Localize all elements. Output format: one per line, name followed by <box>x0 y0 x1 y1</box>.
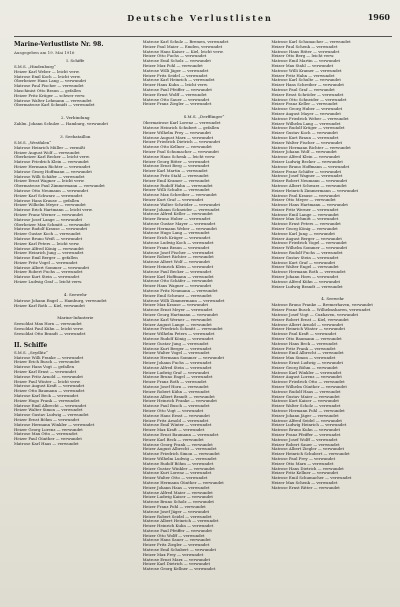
list-entry: Heizer Otto Baumann — verwundet <box>14 389 85 394</box>
list-entry: Heizer Emil Schwarz — verwundet <box>142 293 212 298</box>
list-entry: Matrose Alfred Maier — verwundet <box>142 490 213 495</box>
block-spacer <box>14 108 137 112</box>
list-entry: Heizer Robert Sauer — verwundet <box>271 442 340 447</box>
list-entry: Matrose Karl Heinrich — verwundet <box>142 78 215 83</box>
list-entry: Maschinist Otto Braun — gefallen <box>14 88 81 93</box>
list-entry: Matrose Hermann Sommer — verwundet <box>142 356 225 361</box>
list-entry: Matrose Bruno Franke — Bremerhaven, verwundet <box>271 303 373 308</box>
list-entry: Matrose Friedrich Klein — verwundet <box>14 160 89 165</box>
list-entry: Heizer Franz Pfeiffer — verwundet <box>271 432 341 437</box>
list-entry: Matrose Georg Huber — verwundet <box>271 107 343 112</box>
list-entry: Heizer Wilhelm Meyer — verwundet <box>14 203 86 208</box>
list-entry: Heizer Heinrich Schubert — verwundet <box>271 452 350 457</box>
list-entry: Matrose Max Schreiber — verwundet <box>142 193 217 198</box>
list-entry: Heizer Franz Schäfer — verwundet <box>271 169 342 174</box>
list-entry: Matrose Paul Fischer — verwundet <box>14 84 84 89</box>
list-entry: Heizer Otto Fuchs — verwundet <box>142 54 207 59</box>
list-entry: Matrose Hermann Richter — verwundet <box>271 145 351 150</box>
list-entry: Matrose Heinrich Schubert — gefallen <box>142 125 220 130</box>
list-entry: Matrose Emil Winter — verwundet <box>142 423 212 428</box>
list-entry: Heizer Emil Kramer — verwundet <box>142 178 210 183</box>
list-entry: Matrose Albert Ziegler — verwundet <box>271 447 345 452</box>
list-entry: Heizer Karl Weber — leicht verw. <box>14 69 80 74</box>
list-entry: Matrose Willi Kramer — verwundet <box>271 68 342 73</box>
list-entry: Matrose Hans Hartmann — verwundet <box>271 203 348 208</box>
list-entry: Matrose Bruno Weiß — verwundet <box>14 236 83 241</box>
list-entry: Heizer Fritz Werner — verwundet <box>271 207 339 212</box>
list-entry: Matrose Alfred Kühn — verwundet <box>271 279 341 284</box>
list-entry: Heizer Robert Neumann — verwundet <box>271 179 348 184</box>
section-subhead: 4. Seewehr <box>321 296 345 302</box>
list-entry: Heizer Max Stahl — verwundet <box>271 63 334 68</box>
list-entry: Matrose Willi Jäger — verwundet <box>142 68 209 73</box>
list-entry: Matrose Georg Kellner — verwundet <box>142 567 216 572</box>
list-entry: Matrose Albert Schwarz — verwundet <box>271 183 347 188</box>
list-entry: Heizer Otto Berg — leicht verw. <box>271 54 335 59</box>
section-subhead: 3. Seebataillon <box>60 133 91 139</box>
list-entry: Matrose Paul Busch — verwundet <box>142 404 210 409</box>
list-entry: Heizer Johann Fuchs — verwundet <box>142 361 212 365</box>
list-entry: Matrose Hans Ernst — verwundet <box>142 413 210 418</box>
list-entry: Matrose Hugo Lang — verwundet <box>142 231 210 236</box>
list-entry: Heizer Karl Peters — leicht verw. <box>14 241 80 246</box>
list-entry: Heizer Gustav Koch — verwundet <box>14 232 81 237</box>
section-subhead: 2. Verbindung <box>61 115 90 121</box>
list-entry: Heizer Franz Roth — verwundet <box>142 380 207 385</box>
list-entry: Heizer Max Krause — verwundet <box>142 303 209 308</box>
column-1 <box>14 40 137 600</box>
list-entry: Heizer Fritz Kellner — verwundet <box>271 471 339 476</box>
list-entry: Matrose Hans Sauer — verwundet <box>142 538 211 543</box>
list-entry: Heizer Paul Schenk — verwundet <box>271 44 338 49</box>
page-header <box>0 0 400 36</box>
list-entry: Heizer Otto Meyer — verwundet <box>271 198 336 203</box>
list-entry: Matrose Fritz Arnold — verwundet <box>14 374 83 379</box>
list-entry: Heizer Karl Beck — verwundet <box>142 437 204 442</box>
list-entry: S.M.S. „Westfalen“ <box>14 140 52 145</box>
list-entry: Matrose Kurt Stein — verwundet <box>14 275 80 280</box>
list-entry: Obermatrose Karl Lorenz — verwundet <box>142 121 221 126</box>
list-entry: Heizer Karl Dietrich — verwundet <box>142 562 211 567</box>
list-entry: Heizer Hermann Richter — verwundet <box>14 164 91 169</box>
list-entry: Matrose Josef Wagner — verwundet <box>271 174 343 179</box>
list-entry: Heizer Gustav Maier — verwundet <box>271 394 340 399</box>
list-entry: Matrose Karl Werner — verwundet <box>142 317 212 322</box>
list-entry: Matrose Paul Pfeiffer — verwundet <box>142 528 212 533</box>
list-entry: Matrose Bruno Hoffmann — verwundet <box>271 164 350 169</box>
list-entry: Heizer Johann Haas — verwundet <box>142 485 210 490</box>
list-entry: Heizer Otto Vogt — verwundet <box>142 408 204 413</box>
list-entry: Matrose Gustav Mayer — verwundet <box>142 221 216 226</box>
list-entry: Heizer Wilhelm Frey — verwundet <box>142 130 211 135</box>
column-3 <box>271 40 394 600</box>
list-entry: Heizer Georg Hartmann — verwundet <box>142 313 218 318</box>
list-entry: Matrose Paul Pfeiffer — verwundet <box>142 87 212 92</box>
list-entry: Heizer Max Schenk — verwundet <box>271 480 338 485</box>
list-entry: Heizer Wilhelm Lang — verwundet <box>271 121 341 126</box>
list-entry: Matrose Friedrich Weber — verwundet <box>271 116 349 121</box>
list-entry: Seesoldat Max Horn — verwundet <box>14 322 82 327</box>
list-entry: Matrose Karl Beck — verwundet <box>14 394 79 399</box>
list-entry: Matrose Hans Beck — verwundet <box>271 341 338 346</box>
list-entry: Heizer Ludwig Graf — leicht verw. <box>14 280 83 285</box>
list-entry: Matrose Karl Schulz — Bremen, verwundet <box>142 40 229 44</box>
list-entry: Matrose Johann Engel — Hamburg, verwundet <box>14 298 107 303</box>
list-entry: Matrose Hans Vogt — gefallen <box>14 365 75 370</box>
list-entry: Matrose Willi Franke — verwundet <box>14 355 84 360</box>
list-entry: Heizer Heinrich Kuhn — verwundet <box>142 524 214 529</box>
list-entry: Heizer Robert Ernst — Kiel, verwundet <box>271 317 349 322</box>
list-entry: Heizer Paul Maier — Emden, verwundet <box>142 44 223 49</box>
list-entry: Heizer Franz Braun — verwundet <box>142 245 210 250</box>
list-entry: Matrose Emil Scholz — verwundet <box>142 59 211 64</box>
list-entry: Heizer Max Kraft — verwundet <box>142 428 205 433</box>
list-entry: Matrose Ernst Berg — verwundet <box>142 164 210 169</box>
list-entry: Matrose Rudolf Krüger — verwundet <box>271 126 345 131</box>
list-entry: Matrose Otto Schneider — verwundet <box>271 97 347 102</box>
list-entry: Matrose Heinrich Müller — vermißt <box>14 145 86 150</box>
list-entry: Heizer Hermann Weber — verwundet <box>142 226 217 231</box>
block-spacer <box>271 491 394 495</box>
list-entry: Heizer Heinrich Klein — verwundet <box>142 265 214 270</box>
list-entry: Matrose Ludwig Koch — verwundet <box>142 241 214 246</box>
list-entry: Matrose Karl Winkler — verwundet <box>271 370 342 375</box>
list-entry: Heizer Bruno Huber — verwundet <box>142 217 211 222</box>
list-entry: Matrose Otto Schäfer — verwundet <box>142 279 213 284</box>
list-entry: Matrose Hermann Günther — verwundet <box>142 480 224 485</box>
list-entry: Heizer Ludwig Becker — verwundet <box>271 159 343 164</box>
list-entry: Heizer Karl Hoffmann — verwundet <box>142 274 214 279</box>
list-entry: Matrose Hans Dietrich — verwundet <box>271 466 344 471</box>
block-spacer <box>143 572 266 576</box>
list-entry: Heizer Johann Horn — verwundet <box>271 275 339 280</box>
list-entry: Heizer Max Pohl — verwundet <box>142 63 203 68</box>
list-entry: Seesoldat Otto Brandt — verwundet <box>14 332 86 337</box>
list-entry: Matrose Paul Kraft — verwundet <box>271 332 337 337</box>
list-entry: Matrose Alfred Seidel — verwundet <box>271 418 342 423</box>
list-entry: Heizer Max Simon — verwundet <box>271 356 336 361</box>
list-entry: Matrose Kurt Lorenz — verwundet <box>142 471 212 476</box>
list-entry: Heizer Franz Pohl — verwundet <box>142 504 206 509</box>
list-entry: Oberheizer Karl Becker — leicht verw. <box>14 155 90 160</box>
list-entry: Heizer Gustav Stein — verwundet <box>271 255 339 260</box>
section-subhead: Marine-Infanterie <box>57 315 94 321</box>
list-entry: Heizer Fritz Ziegler — verwundet <box>142 543 210 548</box>
list-entry: Heizer Johann Schneider — verwundet <box>142 207 220 212</box>
list-entry: Matrose Friedrich Vogel — verwundet <box>271 241 347 246</box>
list-entry: Heizer Franz Werner — verwundet <box>14 212 83 217</box>
list-entry: Heizer Hans Kuhn — leicht verw. <box>142 83 208 88</box>
list-entry: Matrose Friedrich Schmitt — verwundet <box>142 327 223 332</box>
list-entry: Matrose Emil Berger — gefallen <box>14 256 78 261</box>
list-entry: Matrose Otto Sauer — verwundet <box>142 97 210 102</box>
list-entry: Heizer Otto Baumann — verwundet <box>271 337 342 342</box>
list-entry: Heizer Wilhelm Peters — verwundet <box>142 332 215 337</box>
block-spacer <box>14 447 137 451</box>
list-entry: Matrose Erich Hartmann — leicht verw. <box>14 208 93 213</box>
list-entry: Heizer Ernst Schröder — verwundet <box>271 92 344 97</box>
list-entry: Heizer Walter Otto — verwundet <box>142 476 208 481</box>
list-entry: Matrose Alfred Stein — verwundet <box>142 365 212 370</box>
list-entry: Heizer Wilhelm Ludwig — verwundet <box>142 456 217 461</box>
list-entry: Heizer August Albrecht — verwundet <box>142 447 217 452</box>
list-entry: Matrose Willi Zimmermann — verwundet <box>142 298 225 303</box>
list-entry: Matrose Alfred König — verwundet <box>14 246 84 251</box>
list-entry: Matrose Rudolf König — verwundet <box>142 337 214 342</box>
block-spacer <box>143 107 266 111</box>
list-entry: Matrose Emil Schubert — verwundet <box>142 548 217 553</box>
list-entry: Matrose Hermann Pohl — verwundet <box>271 408 345 413</box>
list-entry: Matrose Kurt Kaiser — verwundet <box>271 399 339 404</box>
list-entry: Matrose Ernst Meyer — verwundet <box>142 308 213 313</box>
columns <box>14 40 394 600</box>
list-entry: Heizer Ludwig Kaiser — verwundet <box>142 495 213 500</box>
list-entry: Matrose Ernst Marx — verwundet <box>142 557 211 562</box>
list-entry: Matrose Kurt Graf — verwundet <box>271 260 336 265</box>
list-entry: Heizer Johann Jäger — verwundet <box>271 413 339 418</box>
list-entry: Matrose Paul Frey — verwundet <box>271 456 336 461</box>
list-entry: Matrose Albert Heinrich — verwundet <box>142 519 219 524</box>
list-entry: Matrose Emil Martin — verwundet <box>271 59 341 64</box>
list-entry: Matrose Rudolf Krause — verwundet <box>14 227 88 232</box>
list-entry: Heizer Erich Busch — verwundet <box>14 360 80 365</box>
list-entry: Matrose Max Otto — verwundet <box>14 432 78 437</box>
list-entry: Heizer Willi Schulte — verwundet <box>142 188 210 193</box>
block-spacer <box>14 285 137 289</box>
list-entry: Matrose August Kraft — verwundet <box>14 384 85 389</box>
list-entry: Matrose Bruno Engel — verwundet <box>142 375 213 380</box>
list-entry: Matrose Karl Haas — verwundet <box>14 442 79 446</box>
list-entry: Zahlm. Johann Schulze — Hamburg, verwundet <box>14 122 109 127</box>
section-title: II. Schiffe <box>14 341 48 349</box>
list-entry: Matrose Rudolf Fuchs — verwundet <box>271 251 343 256</box>
list-entry: Heizer Erich Krüger — verwundet <box>142 236 211 241</box>
list-entry: Matrose Emil Schumacher — verwundet <box>271 476 352 481</box>
list-entry: Heizer Karl Ernst — verwundet <box>14 370 77 375</box>
list-entry: Matrose Georg Hoffmann — verwundet <box>14 169 92 174</box>
list-entry: Heizer Heinrich Jung — verwundet <box>14 251 84 256</box>
header-title: Deutsche Verlustlisten <box>127 13 273 23</box>
list-entry: Heizer Fritz Arnold — verwundet <box>142 418 209 423</box>
list-entry: Heizer Robert Kühn — verwundet <box>142 389 210 394</box>
list-entry: Matrose Walter Lehmann — verwundet <box>14 98 92 103</box>
list-entry: Matrose Albert Arnold — verwundet <box>271 322 344 327</box>
list-entry: Heizer Otto Wolff — verwundet <box>142 533 205 538</box>
list-entry: Matrose Hans Krause — gefallen <box>14 198 80 203</box>
list-entry: Heizer Friedrich Dietrich — verwundet <box>142 140 221 145</box>
list-entry: Heizer Karl Schwarz — verwundet <box>14 193 83 198</box>
list-entry: Matrose Willi Schäfer — verwundet <box>14 174 85 179</box>
list-entry: Heizer Gustav Koch — verwundet <box>271 131 338 136</box>
section-subtitle: Ausgegeben am 19. Mai 1916 <box>14 50 75 55</box>
list-entry: Heizer August Lorenz — verwundet <box>271 375 342 380</box>
list-entry: Matrose Emil Albrecht — verwundet <box>14 403 87 408</box>
list-entry: Heizer Ludwig Heinrich — verwundet <box>271 423 347 428</box>
block-spacer <box>271 289 394 293</box>
list-entry: Heizer August Mayer — verwundet <box>271 111 341 116</box>
list-entry: Heizer Ernst Wolff — verwundet <box>142 92 207 97</box>
list-entry: Heizer August Berger — verwundet <box>271 236 342 241</box>
list-entry: Matrose August Marx — verwundet <box>142 135 214 140</box>
list-entry: Heizer Fritz Seidel — verwundet <box>142 73 208 78</box>
list-entry: Heizer Franz Busch — Wilhelmshaven, verwundet <box>271 308 371 313</box>
list-entry: Matrose Hans Schenk — leicht verw. <box>142 154 216 159</box>
list-entry: Matrose Fritz Neumann — verwundet <box>142 289 218 294</box>
list-entry: Matrose Karl Schumacher — verwundet <box>271 40 351 44</box>
list-entry: Heizer Franz Ziegler — verwundet <box>142 102 212 107</box>
list-entry: Matrose Georg Frank — verwundet <box>142 442 213 447</box>
block-spacer <box>14 308 137 312</box>
list-entry: Matrose Josef Lange — verwundet <box>14 217 83 222</box>
list-entry: Heizer Robert Richter — verwundet <box>142 255 214 260</box>
list-entry: Matrose Hans Kaiser — Kiel, leicht verw. <box>142 49 224 54</box>
list-entry: Matrose Karl Jung — verwundet <box>271 231 335 236</box>
list-entry: Heizer Heinrich Zimmermann — verwundet <box>271 188 359 193</box>
list-entry: Heizer Ludwig Brandt — verwundet <box>271 284 343 289</box>
list-entry: Matrose Josef Fischer — verwundet <box>142 250 214 255</box>
list-entry: Matrose Josef Wolff — verwundet <box>271 437 338 442</box>
list-entry: Matrose Bruno Scholz — verwundet <box>142 500 214 505</box>
list-entry: Heizer Fritz Krüger — schwer verw. <box>14 93 86 98</box>
list-entry: Heizer Wilhelm Günther — verwundet <box>271 384 347 389</box>
list-entry: Heizer Fritz Frank — verwundet <box>271 346 336 351</box>
list-entry: Matrose Otto Kellner — verwundet <box>142 145 212 150</box>
list-entry: Heizer Hans Wagner — verwundet <box>142 284 212 289</box>
list-entry: Matrose Rudolf Hahn — verwundet <box>142 183 213 188</box>
page-number: 1960 <box>367 12 390 22</box>
list-entry: Heizer Georg Böhm — verwundet <box>271 365 338 370</box>
list-entry: Matrose Emil Koch — leicht verw. <box>14 74 81 79</box>
list-entry: Matrose Alfred Keller — verwundet <box>142 212 213 217</box>
list-entry: Matrose Ernst Ludwig — verwundet <box>271 361 344 365</box>
column-2 <box>143 40 266 600</box>
list-entry: Heizer Karl Roth — Kiel, verwundet <box>14 303 85 308</box>
list-entry: Heizer Georg Ritter — verwundet <box>142 159 210 164</box>
list-entry: Matrose Hans Ritter — verwundet <box>271 49 340 54</box>
list-entry: Heizer Heinrich Winter — verwundet <box>271 327 346 332</box>
list-entry: Matrose Ernst Peters — verwundet <box>271 222 341 227</box>
list-entry: Matrose Paul Becker — verwundet <box>142 269 212 274</box>
list-entry: Heizer Ludwig Graf — verwundet <box>142 370 210 375</box>
list-entry: Matrose Josef Horn — verwundet <box>142 384 209 389</box>
list-entry: Heizer Karl Martin — verwundet <box>142 169 208 174</box>
list-entry: Heizer Gustav Jung — verwundet <box>142 341 209 346</box>
list-entry: Matrose Paul Krause — verwundet <box>271 193 340 198</box>
list-entry: S.M.S. „Seydlitz“ <box>14 350 48 355</box>
list-entry: Heizer Fritz Hahn — verwundet <box>271 73 335 78</box>
list-entry: Matrose Hermann Winkler — verwundet <box>14 422 95 427</box>
list-entry: Heizer Paul Winter — leicht verw. <box>14 379 81 384</box>
list-entry: Heizer Robert Seidel — verwundet <box>142 514 212 519</box>
list-entry: Heizer Ernst Böhm — verwundet <box>14 418 80 423</box>
list-entry: Heizer Walter Engel — verwundet <box>271 265 339 270</box>
list-entry: Matrose Friedrich Otto — verwundet <box>271 380 345 385</box>
list-entry: Matrose Albert Wolf — verwundet <box>142 260 210 265</box>
list-entry: Matrose Josef Vogt — Cuxhaven, verwundet <box>271 313 359 318</box>
list-entry: Heizer Max Frey — verwundet <box>142 552 204 557</box>
list-entry: Heizer Walter Vogel — verwundet <box>142 351 210 356</box>
list-entry: Heizer Walter Fischer — verwundet <box>271 140 343 145</box>
list-entry: Heizer Hans Schreiber — verwundet <box>271 83 345 88</box>
list-entry: Obermatrose Karl Schmidt — verwundet <box>14 103 95 108</box>
list-entry: Heizer August Wolf — verwundet <box>14 150 80 155</box>
list-entry: Heizer Otto Marx — verwundet <box>271 461 334 466</box>
list-entry: Matrose Rudolf Haas — verwundet <box>271 389 341 394</box>
list-entry: Matrose Paul Graf — verwundet <box>271 87 335 92</box>
list-entry: Heizer Heinrich Franke — verwundet <box>142 399 217 404</box>
section-title: Marine-Verlustliste Nr. 98. <box>14 41 104 48</box>
section-subhead: 4. Seewehr <box>63 291 87 297</box>
list-entry: Heizer Walter Scholz — verwundet <box>271 404 341 409</box>
list-entry: Seesoldat Paul Kühn — leicht verw. <box>14 327 84 332</box>
list-entry: Heizer Max Schmitt — verwundet <box>271 217 339 222</box>
list-entry: Heizer Georg Lorenz — verwundet <box>14 427 83 432</box>
list-entry: Heizer Kurt Graf — verwundet <box>142 197 204 202</box>
list-entry: Heizer Georg König — verwundet <box>271 227 338 232</box>
list-entry: Matrose Ernst Ritter — verwundet <box>271 485 340 490</box>
block-spacer <box>14 337 137 341</box>
block-spacer <box>14 127 137 131</box>
header-rule <box>14 36 392 37</box>
list-entry: Heizer Franz Keller — verwundet <box>271 102 338 107</box>
list-entry: Matrose Emil Albrecht — verwundet <box>271 351 344 356</box>
list-entry: Heizer Fritz Vogel — verwundet <box>14 260 78 265</box>
list-entry: Matrose Albert Sommer — verwundet <box>14 265 90 270</box>
list-entry: Matrose Walter Schröder — verwundet <box>142 202 221 207</box>
list-entry: Matrose Otto Neumann — verwundet <box>14 188 89 193</box>
list-entry: Matrose Rudolf Böhm — verwundet <box>142 461 214 466</box>
list-entry: Matrose Friedrich Simon — verwundet <box>142 452 220 457</box>
list-entry: Matrose Karl Schulte — verwundet <box>271 78 341 83</box>
list-entry: Matrose Ernst Baumann — verwundet <box>142 432 219 437</box>
list-entry: Matrose Kurt Berger — verwundet <box>142 346 212 351</box>
list-entry: Matrose Hermann Roth — verwundet <box>271 270 346 275</box>
list-entry: Oberheizer Hans Lang — verwundet <box>14 79 87 84</box>
list-entry: Heizer August Lange — verwundet <box>142 322 212 327</box>
list-entry: Obermatrose Paul Zimmermann — verwundet <box>14 184 105 189</box>
list-entry: Matrose Josef Jäger — verwundet <box>142 509 210 514</box>
list-entry: Heizer Robert Fuchs — verwundet <box>14 270 83 275</box>
list-entry: Heizer Gustav Winkler — verwundet <box>142 466 215 471</box>
list-entry: Heizer Wilhelm Sommer — verwundet <box>271 246 348 251</box>
list-entry: Heizer Ernst Wagner — leicht verw. <box>14 179 85 184</box>
section-subhead: S.M.S. „Derfflinger“ <box>183 114 225 120</box>
list-entry: Matrose Gustav Ludwig — verwundet <box>14 413 89 418</box>
list-entry: Oberheizer Max Schmitt — verwundet <box>14 222 90 227</box>
list-entry: Heizer Paul Schumacher — verwundet <box>142 149 219 154</box>
list-entry: Matrose Bruno Kuhn — verwundet <box>271 428 341 433</box>
list-entry: Heizer Walter Simon — verwundet <box>14 408 83 413</box>
list-entry: Matrose Fritz Stahl — verwundet <box>142 173 209 178</box>
list-entry: Matrose Alfred Klein — verwundet <box>271 155 340 160</box>
section-subhead: I. Schiffe <box>66 58 85 63</box>
list-entry: Matrose Kurt Braun — verwundet <box>271 135 339 140</box>
list-entry: Heizer Hugo Frank — verwundet <box>14 398 80 403</box>
list-entry: Heizer Johann Wolf — verwundet <box>271 150 337 155</box>
list-entry: Heizer Paul Günther — verwundet <box>14 437 82 442</box>
list-entry: S.M.S. „Hindenburg“ <box>14 65 56 69</box>
list-entry: Matrose Albert Brandt — verwundet <box>142 394 215 399</box>
list-entry: Matrose Emil Lange — verwundet <box>271 212 339 217</box>
